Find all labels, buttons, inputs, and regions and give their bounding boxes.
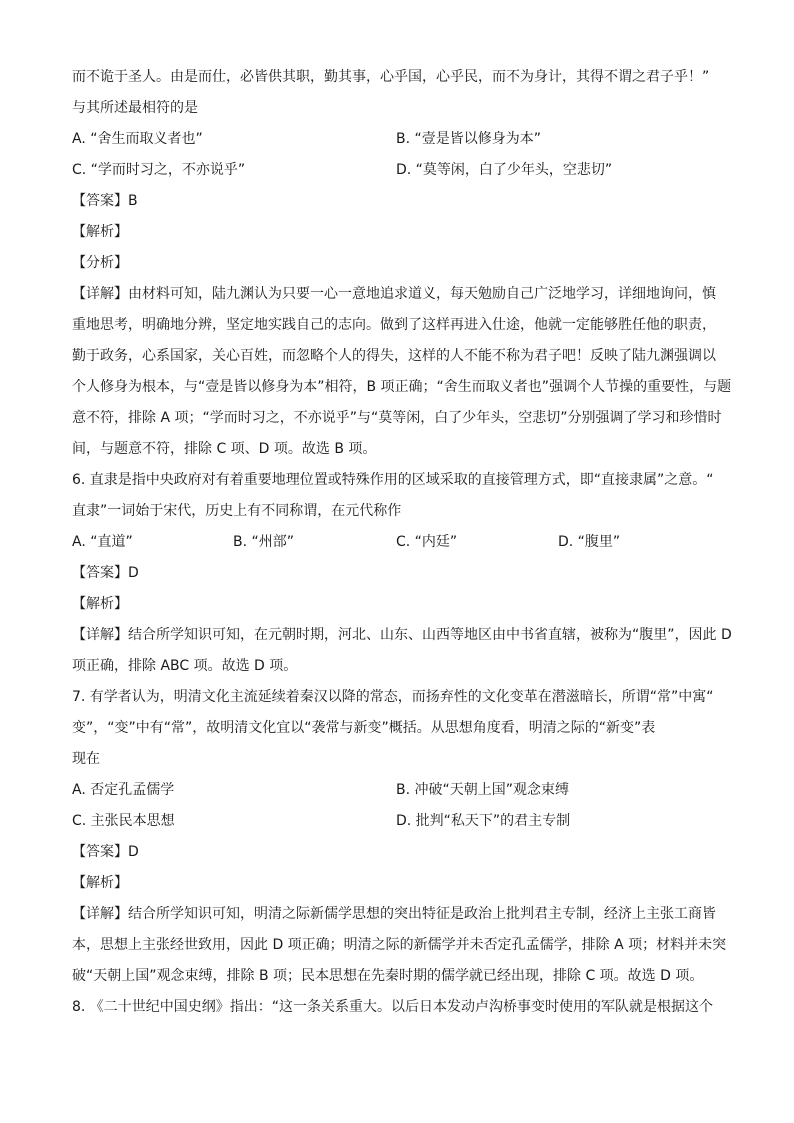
q6-option-d: D. “腹里” — [558, 534, 621, 550]
q7-detail-line: 本，思想上主张经世致用，因此 D 项正确；明清之际的新儒学并未否定孔孟儒学，排除 A 项；材料并未突 — [72, 937, 727, 953]
q7-options-row — [72, 806, 732, 837]
q6-detail-line: 项正确，排除 ABC 项。故选 D 项。 — [72, 658, 298, 674]
q7-option-c: C. 主张民本思想 — [72, 813, 175, 829]
q7-stem-line: 变”，“变”中有“常”，故明清文化宜以“袭常与新变”概括。从思想角度看，明清之际的“新变”表 — [72, 720, 656, 736]
q7-stem-line: 现在 — [72, 751, 100, 767]
q7-answer: 【答案】D — [72, 844, 139, 860]
q6-stem-line: 直隶”一词始于宋代，历史上有不同称谓，在元代称作 — [72, 503, 402, 519]
q6-option-a: A. “直道” — [72, 534, 133, 550]
q5-stem-line: 而不诡于圣人。由是而仕，必皆供其职，勤其事，心乎国，心乎民，而不为身计，其得不谓之君子乎！” — [72, 69, 710, 85]
q7-option-d: D. 批判“私天下”的君主专制 — [396, 813, 571, 829]
document-page — [72, 62, 732, 1023]
q5-detail-line: 重地思考，明确地分辨，坚定地实践自己的志向。做到了这样再进入仕途，他就一定能够胜任他的职责， — [72, 317, 716, 333]
q6-option-c: C. “内廷” — [396, 534, 458, 550]
q5-detail-line: 意不符，排除 A 项；“学而时习之，不亦说乎”与“莫等闲，白了少年头，空悲切”分别强调了学习和珍惜时 — [72, 410, 722, 426]
q5-detail-line: 个人修身为根本，与“壹是皆以修身为本”相符，B 项正确；“舍生而取义者也”强调个人节操的重要性，与题 — [72, 379, 732, 395]
q5-analysis-label: 【解析】 — [72, 224, 128, 240]
q6-detail-line: 【详解】结合所学知识可知，在元朝时期，河北、山东、山西等地区由中书省直辖，被称为“腹里”，因此 D — [72, 627, 732, 643]
q5-stem-line: 与其所述最相符的是 — [72, 100, 198, 116]
q6-option-b: B. “州部” — [233, 534, 295, 550]
q5-option-d: D. “莫等闲，白了少年头，空悲切” — [396, 162, 613, 178]
q8-stem-line: 8. 《二十世纪中国史纲》指出：“这一条关系重大。以后日本发动卢沟桥事变时使用的军队就是根据这个 — [72, 999, 714, 1015]
q5-detail-line: 勤于政务，心系国家，关心百姓，而忽略个人的得失，这样的人不能不称为君子吧！反映了陆九渊强调以 — [72, 348, 716, 364]
q7-analysis-label: 【解析】 — [72, 875, 128, 891]
q7-option-b: B. 冲破“天朝上国”观念束缚 — [396, 782, 570, 798]
q5-detail-line: 间，与题意不符，排除 C 项、D 项。故选 B 项。 — [72, 441, 377, 457]
q5-option-a: A. “舍生而取义者也” — [72, 131, 203, 147]
q7-detail-line: 【详解】结合所学知识可知，明清之际新儒学思想的突出特征是政治上批判君主专制，经济上主张工商皆 — [72, 906, 716, 922]
q6-stem-line: 6. 直隶是指中央政府对有着重要地理位置或特殊作用的区域采取的直接管理方式，即“直接隶属”之意。“ — [72, 472, 714, 488]
q5-fenxi-label: 【分析】 — [72, 255, 128, 271]
q7-option-a: A. 否定孔孟儒学 — [72, 782, 175, 798]
q7-detail-line: 破“天朝上国”观念束缚，排除 B 项；民本思想在先秦时期的儒学就已经出现，排除 C 项。故选 D 项。 — [72, 968, 704, 984]
q5-option-c: C. “学而时习之，不亦说乎” — [72, 162, 246, 178]
q5-options-row — [72, 124, 732, 155]
q6-options-row — [72, 527, 732, 558]
q7-stem-line: 7. 有学者认为，明清文化主流延续着秦汉以降的常态，而扬弃性的文化变革在潜滋暗长，所谓“常”中寓“ — [72, 689, 714, 705]
q5-option-b: B. “壹是皆以修身为本” — [396, 131, 542, 147]
q6-answer: 【答案】D — [72, 565, 139, 581]
q5-options-row — [72, 155, 732, 186]
q6-analysis-label: 【解析】 — [72, 596, 128, 612]
q5-answer: 【答案】B — [72, 193, 138, 209]
q5-detail-line: 【详解】由材料可知，陆九渊认为只要一心一意地追求道义，每天勉励自己广泛地学习，详细地询问，慎 — [72, 286, 716, 302]
q7-options-row — [72, 775, 732, 806]
